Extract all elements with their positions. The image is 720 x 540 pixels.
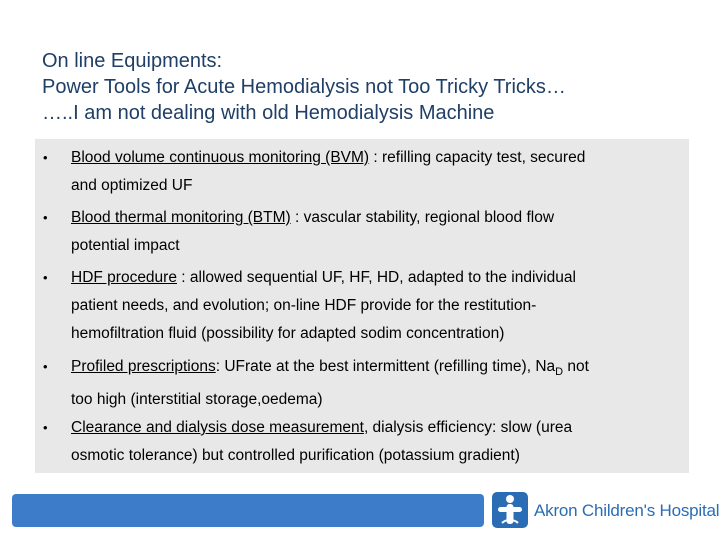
title-line-2: Power Tools for Acute Hemodialysis not Too Tricky Tricks… bbox=[42, 76, 566, 98]
bullet-text: : allowed sequential UF, HF, HD, adapted to the individual bbox=[176, 269, 576, 286]
hospital-logo bbox=[492, 492, 720, 530]
bullet-text-end: not bbox=[563, 358, 589, 375]
bullet-item-clearance bbox=[71, 414, 683, 470]
slide-title bbox=[42, 48, 702, 126]
bullet-text-continued: patient needs, and evolution; on-line HDF provide for the restitution- bbox=[71, 297, 537, 314]
subscript-d: D bbox=[555, 366, 564, 379]
bullet-text-continued: potential impact bbox=[71, 237, 180, 254]
bullet-term: Blood volume continuous monitoring (BVM) bbox=[71, 149, 370, 166]
bullet-marker: • bbox=[43, 420, 48, 435]
bullet-text-continued: osmotic tolerance) but controlled purification (potassium gradient) bbox=[71, 447, 520, 464]
hospital-name: Akron Children's Hospital bbox=[534, 501, 720, 520]
bullet-item-bvm bbox=[71, 144, 683, 200]
bullet-text-continued: hemofiltration fluid (possibility for adapted sodim concentration) bbox=[71, 325, 505, 342]
bullet-term: Blood thermal monitoring (BTM) bbox=[71, 209, 291, 226]
bullet-marker: • bbox=[43, 150, 48, 165]
bullet-item-btm bbox=[71, 204, 683, 260]
bullet-term: Profiled prescriptions bbox=[71, 358, 216, 375]
title-line-1: On line Equipments: bbox=[42, 50, 223, 72]
bullet-text: : refilling capacity test, secured bbox=[369, 149, 586, 166]
bullet-text-continued: and optimized UF bbox=[71, 177, 193, 194]
bullet-text: : UFrate at the best intermittent (refilling time), Na bbox=[215, 358, 556, 375]
title-line-3: …..I am not dealing with old Hemodialysis Machine bbox=[42, 102, 495, 124]
footer-bar bbox=[12, 494, 484, 527]
bullet-text: : vascular stability, regional blood flow bbox=[290, 209, 555, 226]
bullet-item-hdf bbox=[71, 264, 683, 348]
bullet-term: Clearance and dialysis dose measurement bbox=[71, 419, 364, 436]
bullet-marker: • bbox=[43, 359, 48, 374]
bullet-item-profiled bbox=[71, 353, 683, 414]
bullet-text: , dialysis efficiency: slow (urea bbox=[363, 419, 573, 436]
bullet-text-continued: too high (interstitial storage,oedema) bbox=[71, 391, 323, 409]
bullet-term: HDF procedure bbox=[71, 269, 177, 286]
bullet-marker: • bbox=[43, 210, 48, 225]
bullet-marker: • bbox=[43, 270, 48, 285]
bullet-list-box bbox=[35, 139, 689, 473]
hospital-figure-icon bbox=[492, 492, 528, 528]
